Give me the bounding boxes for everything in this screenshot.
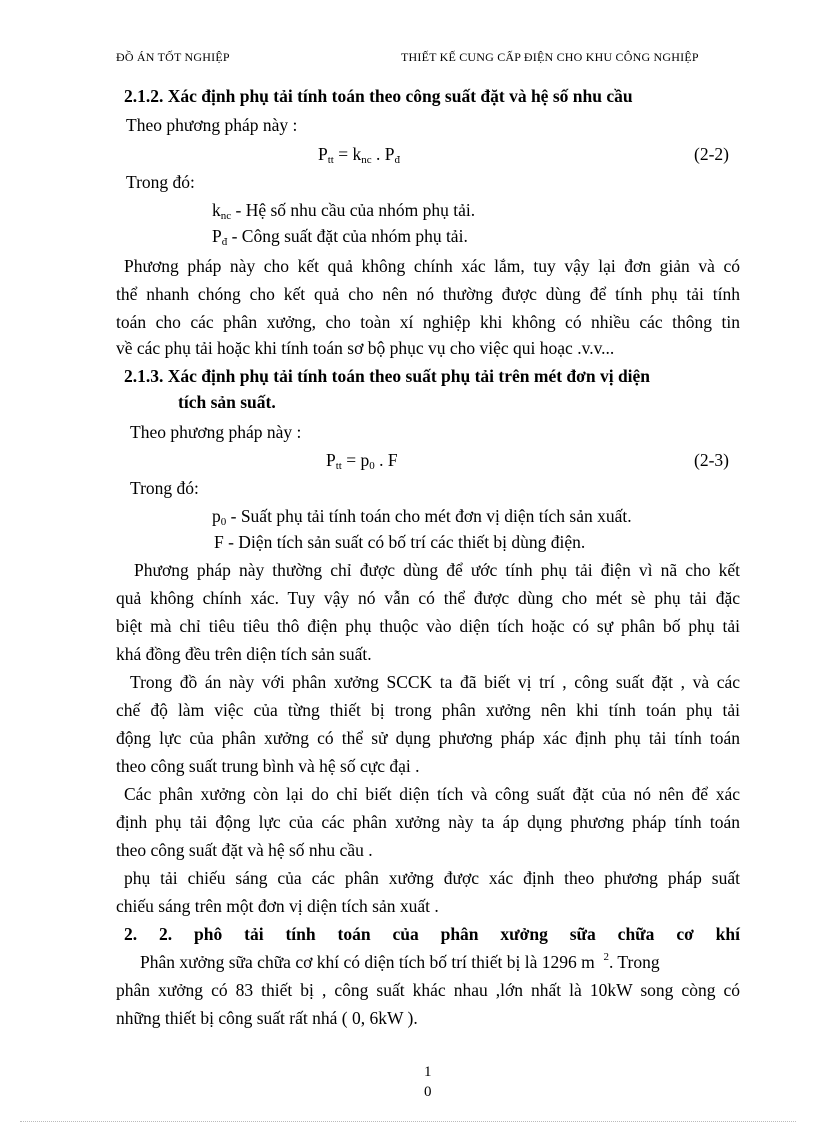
formula-2-2: $P_{tt} = k_{nc}$ . $P_đ$ bbox=[318, 144, 400, 166]
paragraph-line: quả không chính xác. Tuy vậy nó vẫn có thể được dùng cho mét sè phụ tải đặc bbox=[116, 588, 740, 608]
paragraph-line: biệt mà chỉ tiêu tiêu thô điện phụ thuộc vào diện tích hoặc có sự phân bố phụ tải bbox=[116, 616, 740, 636]
paragraph-line: theo công suất trung bình và hệ số cực đại . bbox=[116, 756, 420, 776]
paragraph-line: về các phụ tải hoặc khi tính toán sơ bộ phục vụ cho việc qui hoạc .v.v... bbox=[116, 338, 615, 358]
paragraph-line: chế độ làm việc của từng thiết bị trong phân xưởng nên khi tính toán phụ tải bbox=[116, 700, 740, 720]
page-number-top: 1 bbox=[424, 1064, 432, 1080]
page-footer-rule bbox=[20, 1121, 796, 1122]
paragraph-line: những thiết bị công suất rất nhá ( 0, 6kW ). bbox=[116, 1008, 418, 1028]
paragraph-line: Phân xưởng sữa chữa cơ khí có diện tích bố trí thiết bị là 1296 m $^2$. Trong bbox=[140, 951, 660, 972]
definition-pd: $P_đ$ - Công suất đặt của nhóm phụ tải. bbox=[212, 226, 468, 248]
paragraph-line: phụ tải chiếu sáng của các phân xưởng được xác định theo phương pháp suất bbox=[124, 868, 740, 888]
section-title-212: 2.1.2. Xác định phụ tải tính toán theo công suất đặt và hệ số nhu cầu bbox=[124, 86, 633, 106]
paragraph-line: phân xưởng có 83 thiết bị , công suất khác nhau ,lớn nhất là 10kW song còng có bbox=[116, 980, 740, 1000]
section-title-213: 2.1.3. Xác định phụ tải tính toán theo suất phụ tải trên mét đơn vị diện bbox=[124, 366, 651, 386]
paragraph-line: định phụ tải động lực của các phân xưởng này ta áp dụng phương pháp tính toán bbox=[116, 812, 740, 832]
paragraph-line: khá đồng đều trên diện tích sản suất. bbox=[116, 644, 372, 664]
paragraph-line: Trong đồ án này với phân xưởng SCCK ta đã biết vị trí , công suất đặt , và các bbox=[130, 672, 740, 692]
page-number-bottom: 0 bbox=[424, 1084, 432, 1100]
intro-213: Theo phương pháp này : bbox=[130, 422, 302, 442]
paragraph-line: động lực của phân xưởng có thể sử dụng phương pháp xác định phụ tải tính toán bbox=[116, 728, 740, 748]
section-title-213-cont: tích sản suất. bbox=[178, 392, 276, 412]
paragraph-line: Phương pháp này thường chỉ được dùng để ước tính phụ tải điện vì nã cho kết bbox=[134, 560, 740, 580]
intro-212: Theo phương pháp này : bbox=[126, 115, 298, 135]
definition-f: F - Diện tích sản suất có bố trí các thiết bị dùng điện. bbox=[214, 532, 586, 552]
paragraph-line: toán cho các phân xưởng, cho toàn xí nghiệp khi không có nhiều các thông tin bbox=[116, 312, 740, 332]
where-213: Trong đó: bbox=[130, 478, 199, 498]
paragraph-line: Phương pháp này cho kết quả không chính xác lắm, tuy vậy lại đơn giản và có bbox=[124, 256, 740, 276]
section-title-22: 2. 2. phô tải tính toán của phân xưởng sữa chữa cơ khí bbox=[124, 924, 740, 944]
paragraph-line: thể nhanh chóng cho kết quả cho nên nó thường được dùng để tính phụ tải tính bbox=[116, 284, 740, 304]
formula-number-2-2: (2-2) bbox=[694, 144, 729, 164]
definition-p0: $p_0$ - Suất phụ tải tính toán cho mét đơn vị diện tích sản xuất. bbox=[212, 506, 632, 528]
formula-number-2-3: (2-3) bbox=[694, 450, 729, 470]
paragraph-line: chiếu sáng trên một đơn vị diện tích sản xuất . bbox=[116, 896, 439, 916]
definition-knc: $k_{nc}$ - Hệ số nhu cầu của nhóm phụ tải. bbox=[212, 200, 476, 222]
paragraph-line: Các phân xưởng còn lại do chỉ biết diện tích và công suất đặt của nó nên để xác bbox=[124, 784, 740, 804]
formula-2-3: $P_{tt} = p_0$ . F bbox=[326, 450, 398, 472]
header-left: ĐỒ ÁN TỐT NGHIỆP bbox=[116, 50, 230, 64]
header-right: THIẾT KẾ CUNG CẤP ĐIỆN CHO KHU CÔNG NGHIỆP bbox=[401, 50, 699, 64]
where-212: Trong đó: bbox=[126, 172, 195, 192]
paragraph-line: theo công suất đặt và hệ số nhu cầu . bbox=[116, 840, 373, 860]
